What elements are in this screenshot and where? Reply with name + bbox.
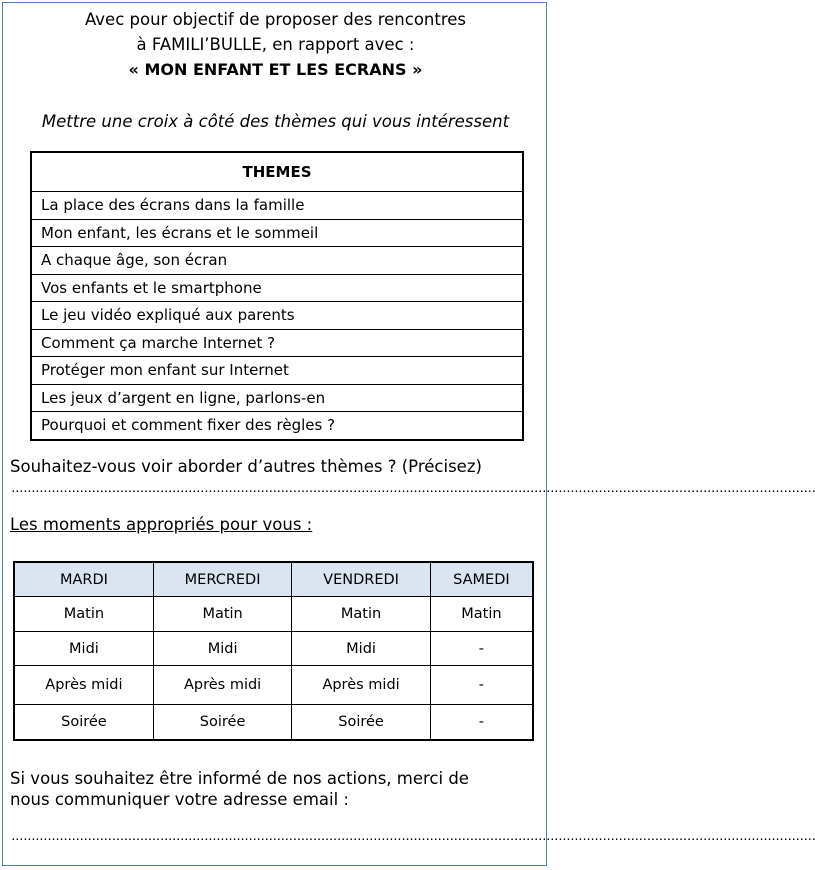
- theme-row[interactable]: Pourquoi et comment fixer des règles ?: [41, 416, 336, 435]
- theme-row[interactable]: Comment ça marche Internet ?: [31, 329, 523, 357]
- moment-cell[interactable]: Après midi: [292, 666, 430, 705]
- themes-header: THEMES: [31, 152, 523, 192]
- theme-row[interactable]: La place des écrans dans la famille: [31, 192, 523, 220]
- moment-cell[interactable]: Soirée: [14, 705, 153, 741]
- day-header-mercredi: MERCREDI: [153, 562, 291, 597]
- theme-row[interactable]: Les jeux d’argent en ligne, parlons-en: [31, 384, 523, 412]
- moment-cell[interactable]: Matin: [14, 597, 153, 632]
- moment-cell: -: [430, 632, 533, 666]
- moment-cell[interactable]: Après midi: [153, 666, 291, 705]
- moment-cell[interactable]: Matin: [292, 597, 430, 632]
- moment-cell[interactable]: Soirée: [292, 705, 430, 741]
- moment-cell[interactable]: Matin: [153, 597, 291, 632]
- day-header-samedi: SAMEDI: [430, 562, 533, 597]
- moment-cell[interactable]: Après midi: [14, 666, 153, 705]
- intro-line-1: Avec pour objectif de proposer des rencontres: [84, 10, 467, 29]
- moments-table: [13, 561, 534, 741]
- intro-block: [0, 7, 551, 82]
- theme-row[interactable]: A chaque âge, son écran: [31, 247, 523, 275]
- day-header-vendredi: VENDREDI: [292, 562, 430, 597]
- moments-title: Les moments appropriés pour vous :: [10, 515, 313, 534]
- moment-cell[interactable]: Soirée: [153, 705, 291, 741]
- email-request: [10, 768, 540, 810]
- moment-cell[interactable]: Matin: [430, 597, 533, 632]
- intro-title: « MON ENFANT ET LES ECRANS »: [128, 60, 423, 79]
- email-request-line-1: Si vous souhaitez être informé de nos actions, merci de: [10, 769, 469, 788]
- other-themes-question: Souhaitez-vous voir aborder d’autres thèmes ? (Précisez): [10, 457, 482, 476]
- email-request-line-2: nous communiquer votre adresse email :: [10, 790, 349, 809]
- theme-row[interactable]: Vos enfants et le smartphone: [31, 274, 523, 302]
- theme-row[interactable]: Protéger mon enfant sur Internet: [31, 357, 523, 385]
- themes-table: [30, 151, 524, 441]
- theme-row[interactable]: Le jeu vidéo expliqué aux parents: [31, 302, 523, 330]
- moment-cell[interactable]: Midi: [14, 632, 153, 666]
- moment-cell[interactable]: Midi: [153, 632, 291, 666]
- moment-cell: -: [430, 705, 533, 741]
- email-answer-line[interactable]: ........................................................................................................................................................................................................: [10, 830, 815, 843]
- other-themes-answer-line[interactable]: ........................................................................................................................................................................................................: [10, 482, 815, 495]
- intro-line-2: à FAMILI’BULLE, en rapport avec :: [136, 35, 415, 54]
- instruction-text: Mettre une croix à côté des thèmes qui vous intéressent: [41, 112, 510, 131]
- moment-cell: -: [430, 666, 533, 705]
- theme-row[interactable]: Mon enfant, les écrans et le sommeil: [31, 219, 523, 247]
- day-header-mardi: MARDI: [14, 562, 153, 597]
- moment-cell[interactable]: Midi: [292, 632, 430, 666]
